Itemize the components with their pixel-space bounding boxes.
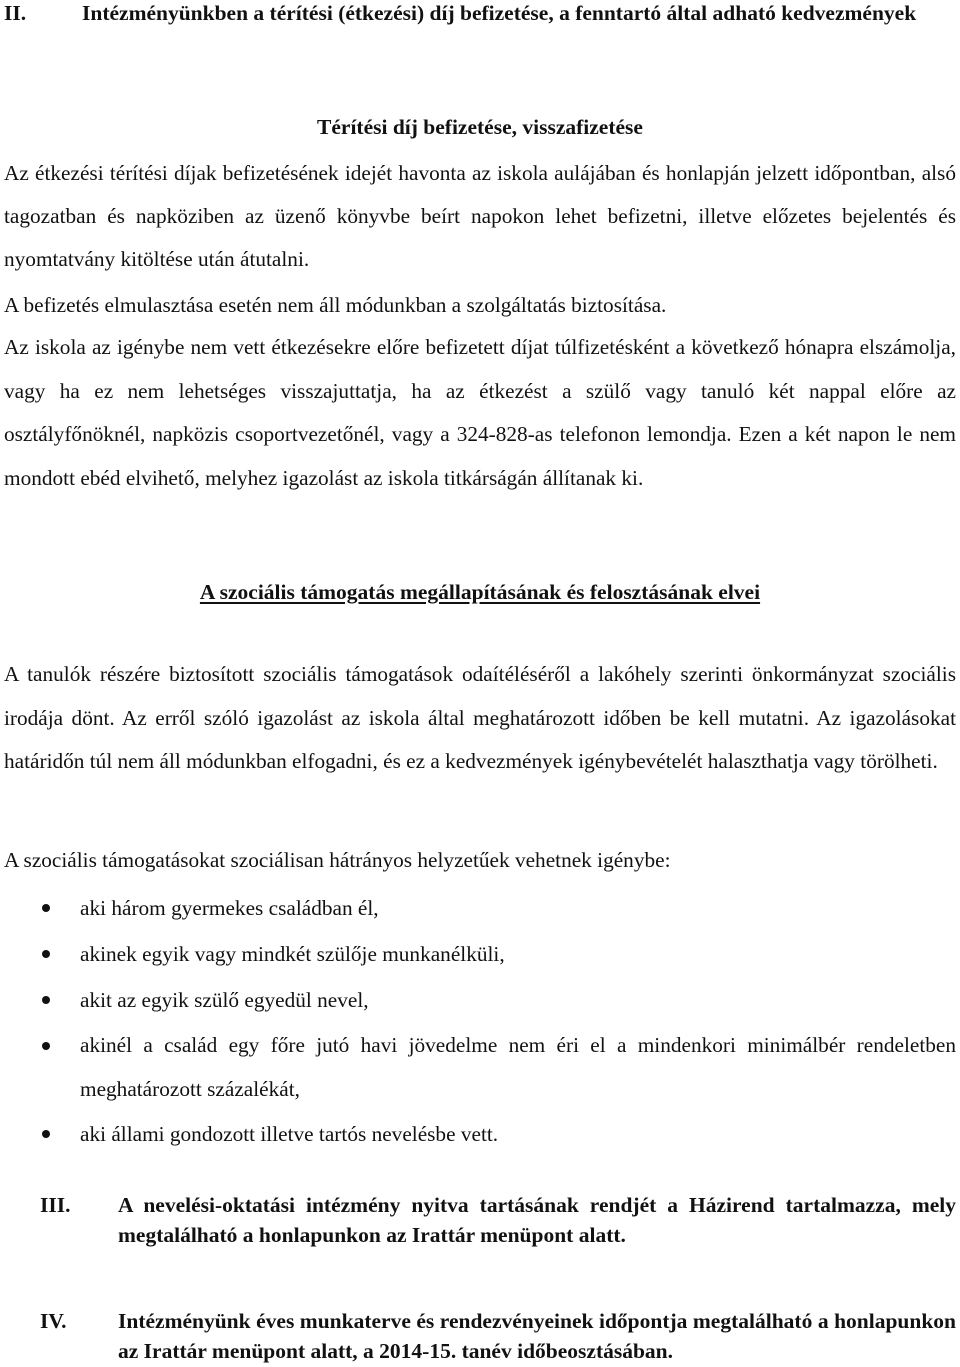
section-ii-heading: [4, 0, 956, 31]
list-item: [0, 885, 960, 931]
list-item: [0, 1111, 960, 1157]
subsection-title-social: A szociális támogatás megállapításának és felosztásának elvei: [199, 580, 761, 604]
eligibility-list: [0, 885, 960, 1157]
list-item-text: akit az egyik szülő egyedül nevel,: [80, 988, 369, 1012]
subsection-title-payment: Térítési díj befizetése, visszafizetése: [317, 115, 643, 139]
section-title: A nevelési-oktatási intézmény nyitva tartásának rendjét a Házirend tartalmazza, mely megtalálható a honlapunkon az Irattár menüpont alatt.: [118, 1193, 956, 1247]
section-iv-heading: [40, 1306, 956, 1366]
bullet-icon: [42, 950, 50, 958]
list-item-text: akinek egyik vagy mindkét szülője munkanélküli,: [80, 942, 505, 966]
section-number: IV.: [40, 1309, 67, 1333]
list-item: [0, 931, 960, 977]
section-number: III.: [40, 1193, 71, 1217]
bullet-icon: [42, 1130, 50, 1138]
paragraph-refund: Az iskola az igénybe nem vett étkezésekre előre befizetett díjat túlfizetésként a következő hónapra elszámolja, vagy ha ez nem lehetséges visszajuttatja, ha az étkezést a szülő vagy tanuló két nappal előre az osztályfőnöknél, napközis csoportvezetőnél, vagy a 324-828-as telefonon lemondja. Ezen a két napon le nem mondott ebéd elvihető, melyhez igazolást az iskola titkárságán állítanak ki.: [4, 335, 956, 490]
section-title: Intézményünkben a térítési (étkezési) díj befizetése, a fenntartó által adható kedvezmények: [82, 1, 917, 25]
paragraph-social-decision: A tanulók részére biztosított szociális támogatások odaítéléséről a lakóhely szerinti önkormányzat szociális irodája dönt. Az erről szóló igazolást az iskola által meghatározott időben be kell mutatni. Az igazolásokat határidőn túl nem áll módunkban elfogadni, és ez a kedvezmények igénybevételét halaszthatja vagy törölheti.: [4, 662, 956, 773]
list-item-text: aki állami gondozott illetve tartós nevelésbe vett.: [80, 1122, 499, 1146]
bullet-icon: [42, 996, 50, 1004]
section-title: Intézményünk éves munkaterve és rendezvényeinek időpontja megtalálható a honlapunkon az Irattár menüpont alatt, a 2014-15. tanév időbeosztásában.: [118, 1309, 956, 1363]
paragraph-payment-times: Az étkezési térítési díjak befizetésének idejét havonta az iskola aulájában és honlapján jelzett időpontban, alsó tagozatban és napköziben az üzenő könyvbe beírt napokon lehet befizetni, illetve előzetes bejelentés és nyomtatvány kitöltése után átutalni.: [4, 161, 956, 271]
paragraph-social-eligibility: A szociális támogatásokat szociálisan hátrányos helyzetűek vehetnek igénybe:: [4, 848, 671, 872]
list-item: [0, 1023, 960, 1111]
bullet-icon: [42, 904, 50, 912]
section-iii-heading: [40, 1190, 956, 1250]
bullet-icon: [42, 1042, 50, 1050]
paragraph-payment-failure: A befizetés elmulasztása esetén nem áll módunkban a szolgáltatás biztosítása.: [4, 293, 667, 317]
section-number: II.: [4, 1, 27, 25]
list-item-text: aki három gyermekes családban él,: [80, 896, 379, 920]
list-item: [0, 977, 960, 1023]
list-item-text: akinél a család egy főre jutó havi jövedelme nem éri el a mindenkori minimálbér rendeletben meghatározott százalékát,: [80, 1033, 956, 1101]
